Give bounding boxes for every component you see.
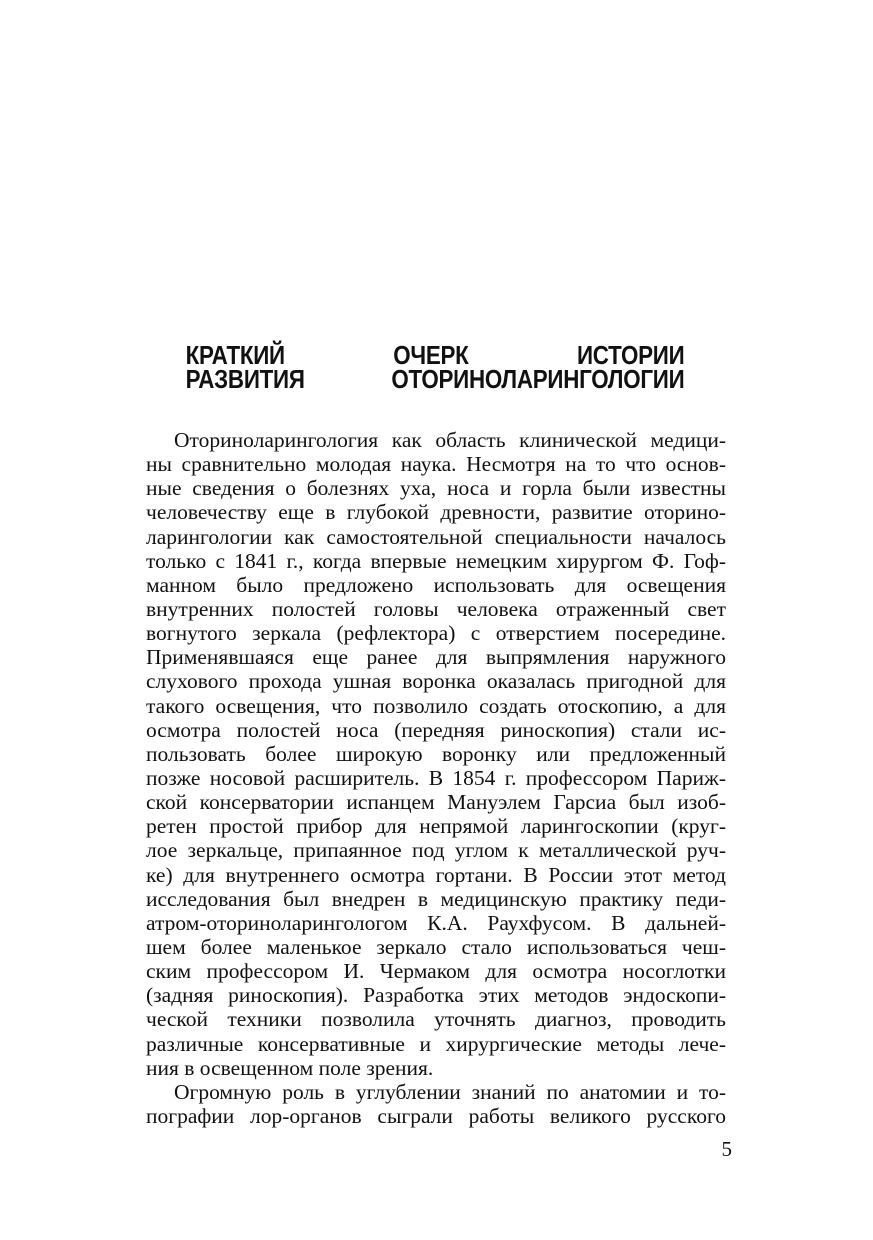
text-line: ческой техники позволила уточнять диагноз, проводить — [146, 1007, 726, 1032]
paragraph-1 — [146, 428, 726, 1080]
text-line: ния в освещенном поле зрения. — [146, 1055, 434, 1080]
paragraph-2 — [146, 1080, 726, 1128]
text-line: манном было предложено использовать для освещения — [146, 572, 726, 597]
text-line: ским профессором И. Чермаком для осмотра носоглотки — [146, 959, 726, 984]
text-line: Применявшаяся еще ранее для выпрямления наружного — [146, 645, 726, 670]
text-line: пользовать более широкую воронку или предложенный — [146, 741, 726, 766]
text-line: слухового прохода ушная воронка оказалась пригодной для — [146, 669, 726, 694]
text-line: (задняя риноскопия). Разработка этих методов эндоскопи- — [146, 983, 726, 1008]
text-line: ларингологии как самостоятельной специальности началось — [146, 524, 726, 549]
body-text — [146, 428, 726, 1128]
text-line: Оториноларингология как область клинической медици- — [174, 428, 726, 452]
text-line: позже носовой расширитель. В 1854 г. профессором Париж- — [146, 765, 726, 790]
text-line: осмотра полостей носа (передняя риноскопия) стали ис- — [146, 717, 726, 742]
text-line: ской консерватории испанцем Мануэлем Гарсиа был изоб- — [146, 790, 726, 815]
heading-line-1: КРАТКИЙ ОЧЕРК ИСТОРИИ — [185, 340, 685, 370]
page-number: 5 — [721, 1137, 732, 1161]
text-line: исследования был внедрен в медицинскую практику педи- — [146, 886, 726, 911]
text-line: различные консервативные и хирургические методы лече- — [146, 1031, 726, 1056]
text-line: ны сравнительно молодая наука. Несмотря на то что основ- — [146, 452, 726, 477]
chapter-heading — [185, 340, 685, 395]
text-line: только с 1841 г., когда впервые немецким хирургом Ф. Гоф- — [146, 548, 726, 573]
text-line: пографии лор-органов сыграли работы великого русского — [146, 1103, 726, 1128]
text-line: ке) для внутреннего осмотра гортани. В России этот метод — [146, 862, 726, 887]
text-line: ретен простой прибор для непрямой ларингоскопии (круг- — [146, 814, 726, 839]
heading-line-2: РАЗВИТИЯ ОТОРИНОЛАРИНГОЛОГИИ — [185, 364, 685, 395]
text-line: лое зеркальце, припаянное под углом к металлической руч- — [146, 838, 726, 863]
text-line: ные сведения о болезнях уха, носа и горла были известны — [146, 476, 726, 501]
text-line: шем более маленькое зеркало стало использоваться чеш- — [146, 934, 726, 959]
text-line: человечеству еще в глубокой древности, развитие оторино- — [146, 500, 726, 525]
text-line: вогнутого зеркала (рефлектора) с отверстием посередине. — [146, 621, 726, 646]
text-line: такого освещения, что позволило создать отоскопию, а для — [146, 693, 726, 718]
text-line: внутренних полостей головы человека отраженный свет — [146, 596, 726, 621]
text-line: атром-оториноларингологом К.А. Раухфусом. В дальней- — [146, 910, 726, 935]
text-line: Огромную роль в углублении знаний по анатомии и то- — [174, 1079, 726, 1104]
